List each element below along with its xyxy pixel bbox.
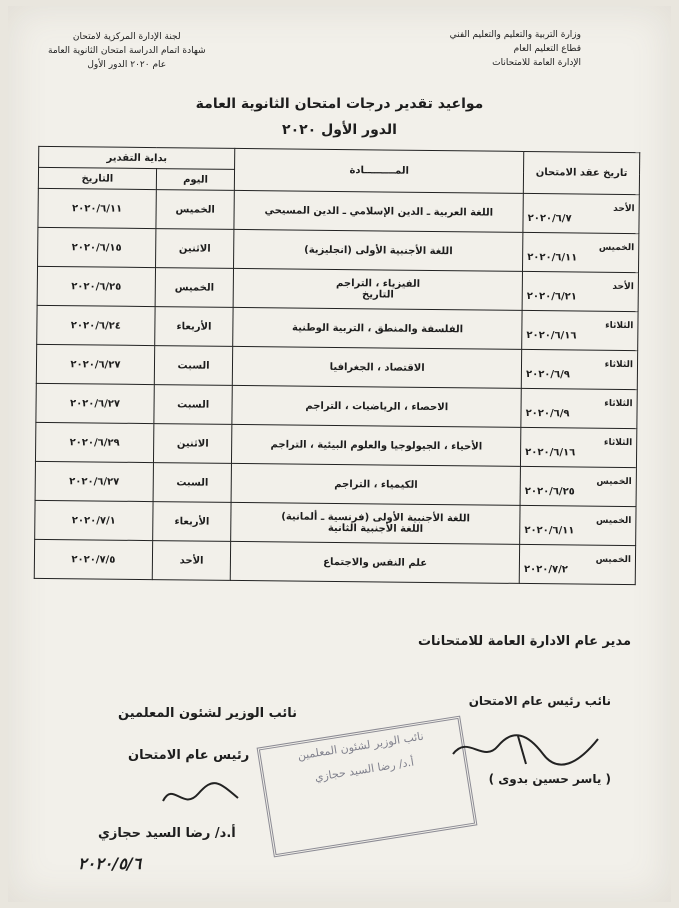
- subject-cell: [231, 463, 520, 505]
- exam-date: ٢٠٢٠/٦/٩: [525, 407, 570, 419]
- grading-date-cell: ٢٠٢٠/٧/٥: [34, 539, 152, 579]
- exam-date: ٢٠٢٠/٦/١١: [524, 524, 575, 536]
- vice-chief-title: نائب رئيس عام الامتحان: [468, 694, 611, 708]
- table-row: [38, 188, 639, 233]
- exam-day: الخميس: [595, 554, 632, 565]
- grading-date-cell: ٢٠٢٠/٦/٢٧: [35, 461, 153, 501]
- table-row: [36, 344, 637, 389]
- table-row: [37, 305, 638, 350]
- grading-date-cell: ٢٠٢٠/٦/٢٧: [36, 344, 154, 384]
- grading-date-cell: ٢٠٢٠/٦/٢٤: [37, 305, 155, 345]
- table-row: [35, 422, 636, 467]
- subject-line: اللغة الأجنبية الأولى (انجليزية): [304, 244, 453, 257]
- table-row: [36, 383, 637, 428]
- subject-line: اللغة الأجنبية الأولى (فرنسية ـ ألمانية): [281, 511, 471, 525]
- exam-date-cell: [520, 505, 636, 545]
- grading-date-cell: ٢٠٢٠/٦/١٥: [38, 227, 156, 267]
- exam-day: الثلاثاء: [604, 398, 633, 409]
- stamp-line-1: نائب الوزير لشئون المعلمين: [296, 729, 425, 763]
- grading-schedule-table: [34, 146, 641, 585]
- subject-cell: [232, 385, 521, 427]
- grading-day-cell: الأحد: [152, 541, 231, 581]
- subject-line: الفيزياء ، التراجم: [335, 277, 421, 290]
- exam-day: الخميس: [595, 515, 632, 526]
- exam-day: الأحد: [613, 203, 635, 214]
- committee-header-line: لجنة الإدارة المركزية لامتحان: [72, 32, 181, 42]
- handwritten-signature-1: [448, 724, 608, 774]
- grading-date-cell: ٢٠٢٠/٧/١: [35, 500, 153, 540]
- subject-line: علم النفس والاجتماع: [323, 556, 428, 569]
- table-row: [38, 227, 639, 272]
- grading-date-cell: ٢٠٢٠/٦/٢٩: [35, 422, 153, 462]
- vice-chief-name: ( ياسر حسين بدوى ): [488, 772, 611, 786]
- subject-cell: [233, 346, 522, 388]
- table-row: [35, 461, 636, 506]
- exam-date: ٢٠٢٠/٦/١٦: [526, 329, 577, 342]
- grading-day-cell: الخميس: [155, 268, 234, 308]
- director-title: مدير عام الادارة العامة للامتحانات: [417, 634, 631, 649]
- grading-day-cell: السبت: [153, 463, 232, 503]
- grading-date-cell: ٢٠٢٠/٦/١١: [38, 188, 156, 228]
- exam-date: ٢٠٢٠/٦/٩: [525, 368, 571, 380]
- subject-cell: [233, 307, 522, 349]
- official-stamp: [257, 716, 478, 858]
- handwritten-signature-2: [158, 776, 248, 816]
- subject-line: الأحياء ، الجيولوجيا والعلوم البيئية ، التراجم: [270, 438, 483, 453]
- exam-date-cell: [521, 388, 637, 428]
- document-title: [8, 91, 671, 143]
- document-page: [8, 6, 671, 902]
- committee-header-line: شهادة اتمام الدراسة امتحان الثانوية العامة: [48, 46, 206, 56]
- deputy-minister-title: نائب الوزير لشئون المعلمين: [118, 706, 298, 721]
- header-exam-date: تاريخ عقد الامتحان: [523, 151, 639, 194]
- grading-date-cell: ٢٠٢٠/٦/٢٥: [37, 266, 155, 306]
- ministry-header: [450, 28, 581, 70]
- exam-date: ٢٠٢٠/٦/٢١: [526, 290, 577, 303]
- grading-date-cell: ٢٠٢٠/٦/٢٧: [36, 383, 154, 423]
- grading-day-cell: الخميس: [156, 190, 235, 230]
- grading-day-cell: السبت: [154, 346, 233, 386]
- exam-date-cell: [523, 232, 639, 272]
- subject-line: التاريخ: [362, 289, 394, 301]
- grading-day-cell: السبت: [154, 385, 233, 425]
- subject-line: الاقتصاد ، الجغرافيا: [329, 361, 425, 374]
- subject-cell: [231, 541, 520, 583]
- subject-cell: [232, 424, 521, 466]
- exam-day: الأحد: [612, 281, 634, 292]
- ministry-header-line: الإدارة العامة للامتحانات: [492, 58, 581, 68]
- exam-date-cell: [521, 349, 637, 389]
- subject-cell: [233, 268, 522, 310]
- exam-day: الثلاثاء: [605, 320, 634, 331]
- title-line-1: مواعيد تقدير درجات امتحان الثانوية العامة: [195, 96, 484, 112]
- header-subject: المـــــــــادة: [235, 148, 524, 193]
- committee-header-line: عام ٢٠٢٠ الدور الأول: [87, 60, 167, 70]
- table-row: [37, 266, 638, 311]
- header-day: اليوم: [156, 169, 235, 191]
- grading-day-cell: الاثنين: [153, 424, 232, 464]
- ministry-header-line: قطاع التعليم العام: [513, 44, 581, 54]
- subject-cell: [231, 502, 520, 544]
- subject-cell: [234, 229, 523, 271]
- committee-header: [48, 30, 206, 72]
- table-body: [34, 188, 639, 584]
- exam-day: الثلاثاء: [603, 437, 633, 448]
- chief-name: أ.د/ رضا السيد حجازي: [98, 826, 236, 841]
- chief-title: رئيس عام الامتحان: [128, 748, 250, 763]
- ministry-header-line: وزارة التربية والتعليم والتعليم الفني: [449, 30, 581, 40]
- grading-day-cell: الاثنين: [155, 229, 234, 269]
- title-line-2: الدور الأول ٢٠٢٠: [282, 122, 397, 138]
- subject-line: اللغة الأجنبية الثانية: [327, 522, 424, 535]
- subject-line: الكيمياء ، التراجم: [334, 478, 418, 491]
- table-row: [34, 539, 635, 584]
- exam-date-cell: [523, 193, 639, 233]
- exam-date-cell: [520, 466, 636, 506]
- subject-line: الفلسفة والمنطق ، التربية الوطنية: [292, 322, 464, 335]
- stamp-line-2: أ.د/ رضا السيد حجازي: [313, 755, 415, 784]
- subject-line: اللغة العربية ـ الدين الإسلامي ـ الدين المسيحي: [264, 204, 494, 219]
- exam-day: الثلاثاء: [604, 359, 634, 370]
- subject-line: الاحصاء ، الرياضيات ، التراجم: [305, 400, 449, 413]
- exam-date: ٢٠٢٠/٦/٢٥: [524, 485, 575, 497]
- exam-date-cell: [519, 544, 635, 584]
- header-grading-start: بداية التقدير: [39, 146, 236, 169]
- exam-day: الخميس: [596, 476, 632, 487]
- exam-day: الخميس: [598, 242, 635, 253]
- exam-date-cell: [522, 271, 638, 311]
- signature-date: ٢٠٢٠/٥/٦: [78, 854, 142, 873]
- exam-date-cell: [522, 310, 638, 350]
- grading-day-cell: الأربعاء: [153, 502, 232, 542]
- grading-day-cell: الأربعاء: [155, 307, 234, 347]
- exam-date: ٢٠٢٠/٧/٢: [523, 563, 568, 575]
- subject-cell: [234, 190, 523, 232]
- exam-date: ٢٠٢٠/٦/٧: [527, 212, 572, 224]
- header-date: التاريخ: [38, 167, 156, 189]
- exam-date-cell: [521, 427, 637, 467]
- table-row: [35, 500, 636, 545]
- exam-date: ٢٠٢٠/٦/١٦: [525, 446, 576, 458]
- exam-date: ٢٠٢٠/٦/١١: [527, 251, 578, 264]
